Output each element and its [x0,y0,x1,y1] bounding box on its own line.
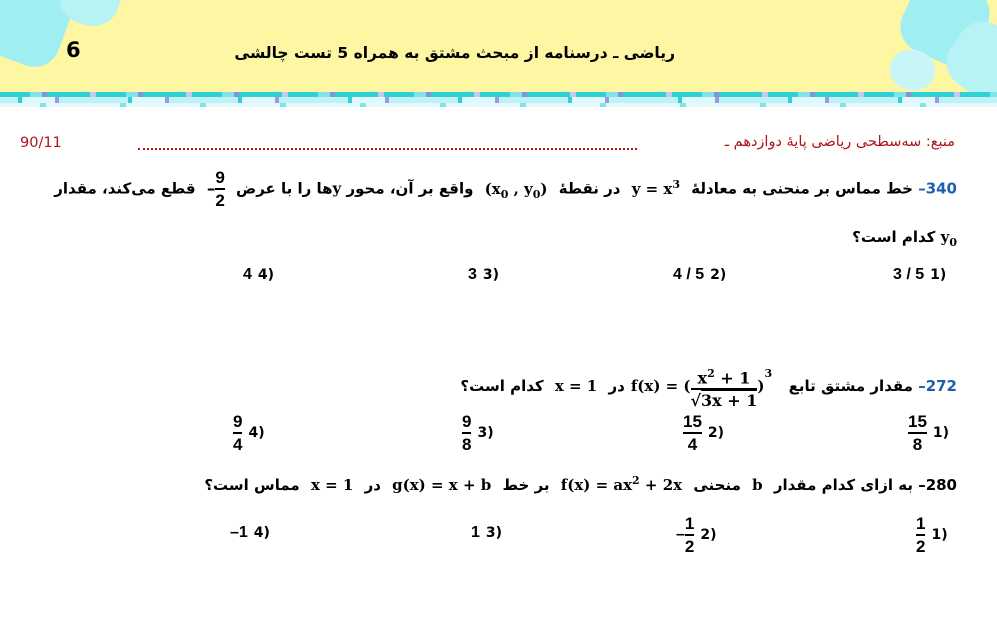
x-value: x = 1 [554,377,598,395]
fraction: $\frac{9}{2}$ [215,168,225,210]
question-number: 272– [918,377,957,395]
question-text: خط مماس بر منحنی به معادلهٔ [691,179,913,198]
axis-variable: y [332,179,342,198]
x-value: x = 1 [310,476,354,494]
variable: $y_0$ [940,228,957,249]
option-1[interactable]: $\frac{1}{2}$ 1) [916,514,948,556]
dotted-leader [138,148,637,150]
question-text: واقع بر آن، محور [346,179,474,198]
option-1[interactable]: 3 / 5 1) [893,266,947,283]
question-280 [20,474,957,494]
option-4[interactable]: $\frac{9}{4}$ 4) [233,412,265,454]
question-text: کدام است؟ [852,228,936,246]
point: ($x_0$ , $y_0$) [484,179,548,201]
option-2[interactable]: $\frac{15}{4}$ 2) [683,412,725,454]
question-text: کدام است؟ [460,377,544,395]
question-number: 280– [918,476,957,494]
question-number: 340– [918,179,957,198]
question-text: مماس است؟ [204,476,300,494]
source-line [20,134,955,154]
question-text: ها را با عرض [236,179,333,198]
function-expression: f(x) = ( $\frac{x^2 + 1}{√3x + 1}$ )$^3$ [630,366,773,411]
question-text: مقدار مشتق تابع [788,377,913,395]
option-2[interactable]: – $\frac{1}{2}$ 2) [676,514,717,556]
option-4[interactable]: 4 4) [243,266,275,283]
page-header [0,0,997,92]
option-2[interactable]: 4 / 5 2) [673,266,727,283]
option-1[interactable]: $\frac{15}{8}$ 1) [908,412,950,454]
question-text: در [608,377,625,395]
line-expression: g(x) = x + b [392,476,492,494]
question-text: بر خط [502,476,550,494]
question-340-line1 [20,168,957,210]
question-272 [20,346,957,414]
header-divider [0,103,997,107]
question-text: در نقطهٔ [558,179,621,198]
source-label: منبع: سه‌سطحی ریاضی پایهٔ دوازدهم ـ [724,134,955,150]
option-3[interactable]: 3 3) [468,266,500,283]
option-3[interactable]: $\frac{9}{8}$ 3) [462,412,494,454]
question-text: به ازای کدام مقدار [773,476,913,494]
page-number: 6 [66,38,81,62]
fraction-expression: – $\frac{9}{2}$ [206,168,225,210]
question-text: قطع می‌کند، مقدار [54,179,196,198]
option-4[interactable]: –1 4) [230,524,270,541]
question-text: در [364,476,381,494]
page-title: ریاضی ـ درسنامه از مبحث مشتق به همراه 5 تست چالشی [234,44,675,62]
question-text: منحنی [693,476,741,494]
source-code: 90/11 [20,135,62,151]
equation: $y = x^3$ [631,177,681,198]
question-340-line2 [20,228,957,249]
variable: b [752,476,763,494]
option-3[interactable]: 1 3) [471,524,503,541]
function-expression: $f(x) = ax^2 + 2x$ [560,474,683,494]
